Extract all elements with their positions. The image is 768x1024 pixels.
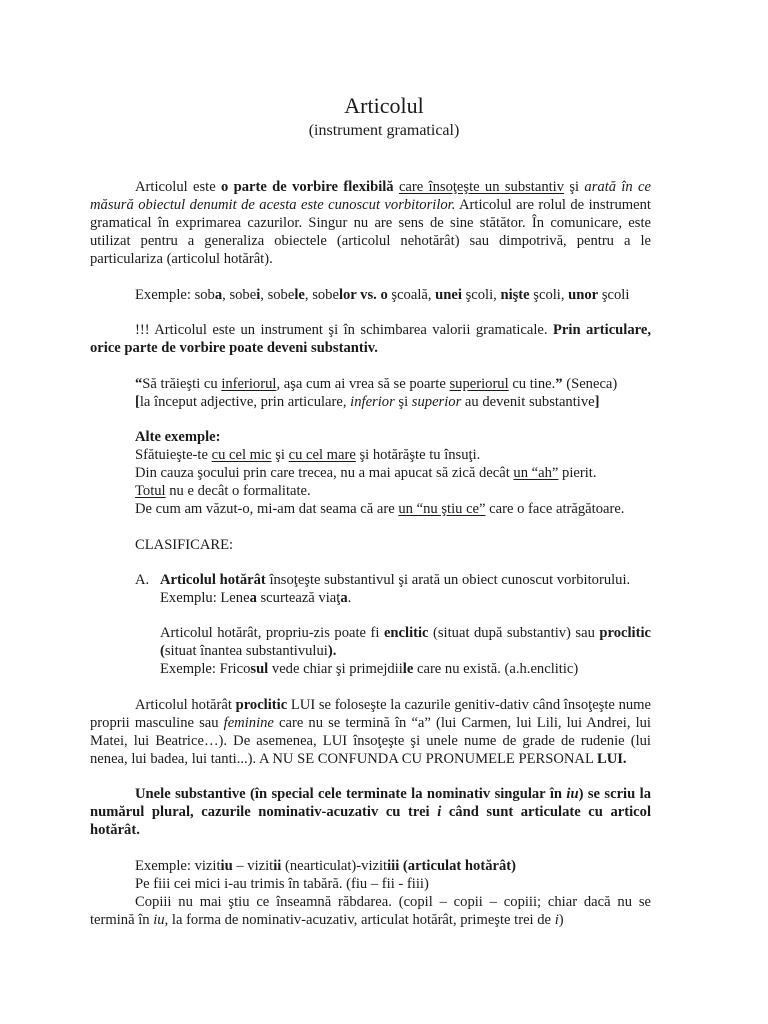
- seneca-quote: “Să trăieşti cu inferiorul, aşa cum ai vrea să se poarte superiorul cu tine.” (Seneca): [135, 376, 618, 392]
- example-sentence: Exemplu: Lenea scurtează viaţa.: [160, 590, 352, 606]
- example-sentence: Exemple: Fricosul vede chiar şi primejdiile care nu există. (a.h.enclitic): [160, 661, 579, 677]
- page-title: Articolul: [344, 93, 424, 118]
- clasificare-heading: CLASIFICARE:: [135, 537, 234, 553]
- example-sentence: Pe fiii cei mici i-au trimis în tabără. (fiu – fii - fiii): [135, 876, 429, 892]
- example-sentence: Sfătuieşte-te cu cel mic şi cu cel mare şi hotărăşte tu însuţi.: [135, 447, 481, 463]
- page-subtitle: (instrument gramatical): [308, 122, 460, 139]
- intro-paragraph: Articolul este o parte de vorbire flexibilă care însoţeşte un substantiv şi arată în ce măsură obiectul denumit de acesta este cunoscut vorbitorilor. Articolul are rolul de instrument gramatical în exprimarea cazurilor. Singur nu are sens de sine stătător. În comunicare, este utilizat pentru a generaliza obiectele (articolul nehotărât) sau dimpotrivă, pentru a le particulariza (articolul hotărât).: [90, 179, 651, 267]
- enclitic-proclitic-paragraph: Articolul hotărât, propriu-zis poate fi enclitic (situat după substantiv) sau proclitic (situat înantea substantivului).: [160, 625, 651, 659]
- list-marker: A.: [135, 572, 150, 588]
- example-sentence: De cum am văzut-o, mi-am dat seama că are un “nu ştiu ce” care o face atrăgătoare.: [135, 501, 625, 517]
- examples-line: Exemple: vizitiu – vizitii (nearticulat)-vizitiii (articulat hotărât): [135, 858, 516, 874]
- note-paragraph: !!! Articolul este un instrument şi în schimbarea valorii gramaticale. Prin articulare, orice parte de vorbire poate deveni substantiv.: [90, 322, 651, 356]
- definite-article-definition: Articolul hotărât însoţeşte substantivul şi arată un obiect cunoscut vorbitorului.: [160, 572, 631, 588]
- alte-exemple-heading: Alte exemple:: [135, 429, 221, 445]
- rule-paragraph: Unele substantive (în special cele terminate la nominativ singular în iu) se scriu la numărul plural, cazurile nominativ-acuzativ cu trei i când sunt articulate cu articol hotărât.: [90, 786, 651, 838]
- example-sentence: Din cauza şocului prin care trecea, nu a mai apucat să zică decât un “ah” pierit.: [135, 465, 597, 481]
- proclitic-paragraph: Articolul hotărât proclitic LUI se foloseşte la cazurile genitiv-dativ când însoţeşte nume proprii masculine sau feminine care nu se termină în “a” (lui Carmen, lui Lili, lui Andrei, lui Matei, lui Beatrice…). De asemenea, LUI însoţeşte şi unele nume de grade de rudenie (lui nenea, lui badea, lui tanti...). A NU SE CONFUNDA CU PRONUMELE PERSONAL LUI.: [90, 697, 651, 767]
- examples-line: Exemple: soba, sobei, sobele, sobelor vs. o şcoală, unei şcoli, nişte şcoli, unor şcoli: [135, 287, 630, 303]
- example-sentence: Totul nu e decât o formalitate.: [135, 483, 311, 499]
- quote-note: [la început adjective, prin articulare, inferior şi superior au devenit substantive]: [135, 394, 600, 410]
- example-sentence: Copiii nu mai ştiu ce înseamnă răbdarea. (copil – copii – copiii; chiar dacă nu se termină în iu, la forma de nominativ-acuzativ, articulat hotărât, primeşte trei de i): [90, 894, 651, 928]
